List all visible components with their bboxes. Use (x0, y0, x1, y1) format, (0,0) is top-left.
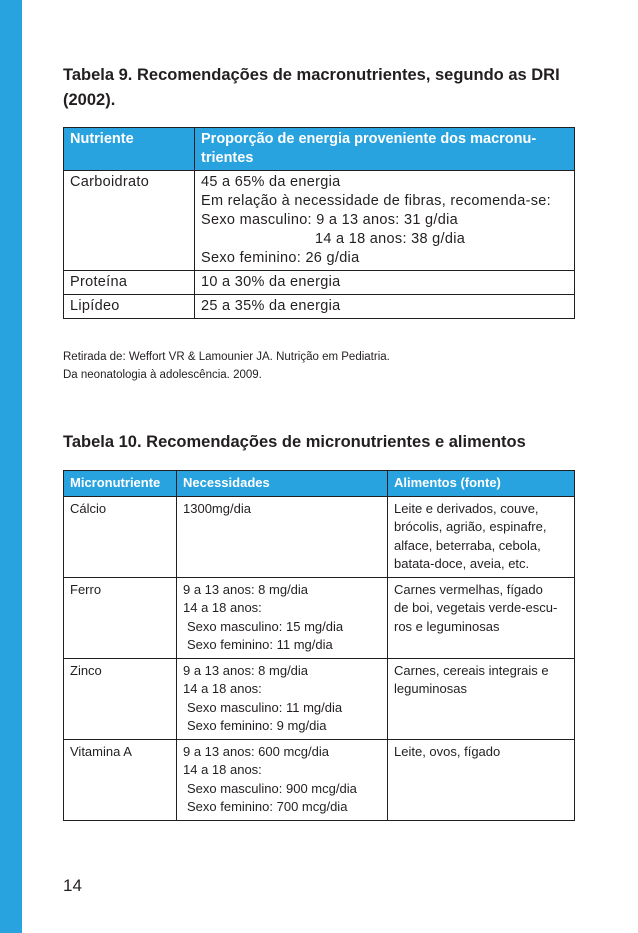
carb-line: Sexo feminino: 26 g/dia (201, 250, 360, 266)
foods-line: ros e leguminosas (394, 618, 500, 634)
foods-line: Leite e derivados, couve, (394, 500, 539, 516)
cell-needs (177, 577, 388, 658)
table-row (64, 577, 575, 658)
needs-line: 14 a 18 anos: (183, 681, 262, 696)
foods-line: Leite, ovos, fígado (394, 743, 501, 759)
cell-needs (177, 739, 388, 820)
cell-needs (177, 658, 388, 739)
needs-line: 14 a 18 anos: (183, 762, 262, 777)
macronutrient-table (63, 127, 575, 319)
cell-carb-recommendation (195, 171, 575, 271)
carb-line: 45 a 65% da energia (201, 174, 341, 190)
table-row (64, 271, 575, 295)
foods-line: leguminosas (394, 681, 467, 696)
needs-line: Sexo masculino: 15 mg/dia (187, 618, 344, 634)
cell-nutrient-name: Proteína (64, 271, 195, 295)
cell-micronutrient-name: Zinco (64, 658, 177, 739)
table-row (64, 658, 575, 739)
foods-line: de boi, vegetais verde-escu- (394, 600, 558, 615)
header-micronutriente: Micronutriente (64, 471, 177, 497)
cell-foods (388, 658, 575, 739)
table9-source (63, 348, 583, 384)
cell-foods (388, 577, 575, 658)
needs-line: Sexo masculino: 11 mg/dia (187, 699, 343, 715)
header-proporcao: Proporção de energia proveniente dos macronu-trientes (195, 128, 575, 171)
cell-foods (388, 496, 575, 577)
table-row (64, 739, 575, 820)
table-row (64, 496, 575, 577)
foods-line: Carnes, cereais integrais e (394, 662, 549, 678)
cell-micronutrient-name: Vitamina A (64, 739, 177, 820)
header-nutriente: Nutriente (64, 128, 195, 171)
table10-title: Tabela 10. Recomendações de micronutrientes e alimentos (63, 433, 526, 451)
needs-line: 9 a 13 anos: 8 mg/dia (183, 662, 309, 678)
foods-line: alface, beterraba, cebola, (394, 537, 541, 553)
carb-line: Sexo masculino: 9 a 13 anos: 31 g/dia (201, 212, 458, 228)
carb-line: Em relação à necessidade de fibras, recomenda-se: (201, 193, 551, 209)
foods-line: batata-doce, aveia, etc. (394, 556, 530, 571)
cell-micronutrient-name: Ferro (64, 577, 177, 658)
cell-foods (388, 739, 575, 820)
cell-nutrient-name: Carboidrato (64, 171, 195, 271)
micronutrient-table (63, 470, 575, 821)
cell-nutrient-value: 10 a 30% da energia (195, 271, 575, 295)
needs-line: 14 a 18 anos: (183, 600, 262, 615)
cell-nutrient-value: 25 a 35% da energia (195, 295, 575, 319)
carb-line: 14 a 18 anos: 38 g/dia (315, 231, 466, 247)
needs-line: Sexo masculino: 900 mcg/dia (187, 780, 357, 796)
table-row (64, 171, 575, 271)
side-accent-bar (0, 0, 22, 933)
needs-line: 9 a 13 anos: 8 mg/dia (183, 581, 309, 597)
source-line: Retirada de: Weffort VR & Lamounier JA. Nutrição em Pediatria. (63, 351, 390, 363)
cell-needs (177, 496, 388, 577)
needs-line: Sexo feminino: 11 mg/dia (187, 637, 333, 652)
header-alimentos: Alimentos (fonte) (388, 471, 575, 497)
needs-line: 9 a 13 anos: 600 mcg/dia (183, 743, 329, 759)
table-row (64, 295, 575, 319)
header-necessidades: Necessidades (177, 471, 388, 497)
needs-line: Sexo feminino: 9 mg/dia (187, 718, 327, 733)
source-line: Da neonatologia à adolescência. 2009. (63, 369, 262, 381)
cell-micronutrient-name: Cálcio (64, 496, 177, 577)
needs-line: 1300mg/dia (183, 500, 251, 516)
table-header-row (64, 128, 575, 171)
page-number: 14 (63, 876, 82, 895)
table9-title: Tabela 9. Recomendações de macronutrientes, segundo as DRI (2002). (63, 66, 560, 109)
cell-nutrient-name: Lipídeo (64, 295, 195, 319)
foods-line: brócolis, agrião, espinafre, (394, 519, 547, 534)
needs-line: Sexo feminino: 700 mcg/dia (187, 799, 348, 814)
foods-line: Carnes vermelhas, fígado (394, 581, 543, 597)
table-header-row (64, 471, 575, 497)
